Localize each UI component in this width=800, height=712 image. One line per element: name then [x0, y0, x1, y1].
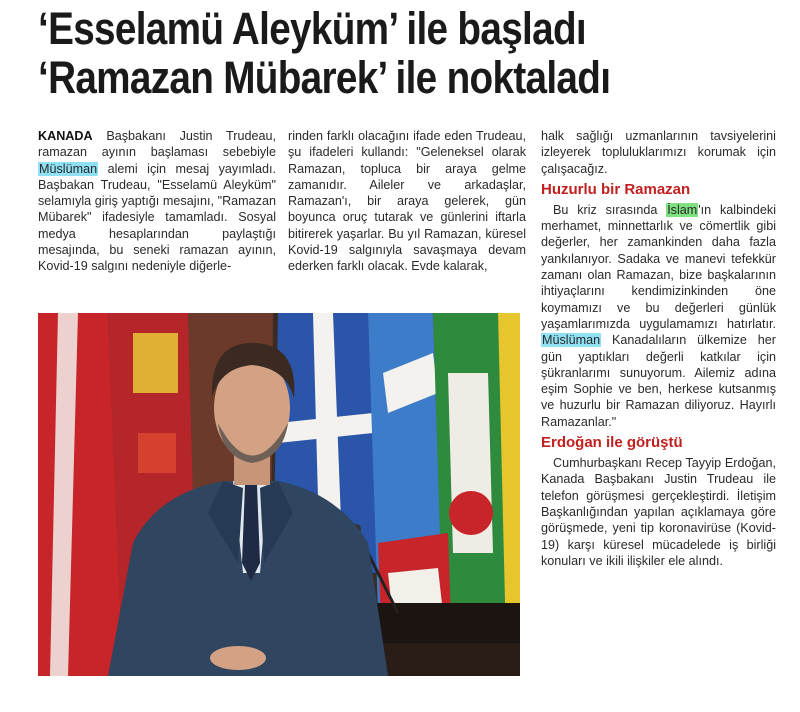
article-column-2 — [288, 128, 526, 275]
column-1-paragraph — [38, 128, 276, 275]
highlighted-term: İslam — [667, 202, 698, 217]
column-1-text-b: alemi için mesaj yayımladı. Başbakan Trudeau, "Esselamü Aleyküm" selamıyla giriş yaptığı mesajını, "Ramazan Mübarek" ifadesiyle tamamladı. Sosyal medya hesaplarından paylaştığı mesajında, bu seneki ramazan ayının, Kovid-19 salgını nedeniyle diğerle- — [38, 161, 276, 274]
column-1-text-a: Başbakanı Justin Trudeau, ramazan ayının başlaması sebebiyle — [38, 129, 276, 160]
article-column-3 — [541, 128, 776, 569]
article-column-1 — [38, 128, 276, 275]
subhead-erdogan: Erdoğan ile görüştü — [541, 434, 683, 452]
p1-text-a: Bu kriz sırasında — [553, 202, 667, 217]
trudeau-photo-illustration — [38, 313, 520, 676]
column-2-paragraph: rinden farklı olacağını ifade eden Trudeau, şu ifadeleri kullandı: "Geleneksel olarak Ramazan, topluca bir araya gelme zamanıdır. Aileler ve arkadaşlar, Ramazan'ı, bir araya gelerek, gün boyunca oruç tutarak ve günlerini iftarla bitirerek yaşarlar. Bu yıl Ramazan, küresel Kovid-19 salgınıyla savaşmaya devam ederken farklı olacak. Evde kalarak, — [288, 129, 526, 274]
column-3-paragraph-2: Cumhurbaşkanı Recep Tayyip Erdoğan, Kanada Başbakanı Justin Trudeau ile telefon görüşmesi gerçekleştirdi. İletişim Başkanlığından yapılan açıklamaya göre görüşmede, yeni tip koronavirüse (Kovid-19) karşı küresel mücadelede iş birliği konuları ve ikili ilişkiler ele alındı. — [541, 456, 776, 568]
column-3-intro: halk sağlığı uzmanlarının tavsiyelerini izleyerek topluluklarımızı korumak için çalışacağız. — [541, 129, 776, 176]
article-photo — [38, 313, 520, 676]
p1-text-b: 'ın kalbindeki merhamet, minnettarlık ve cömertlik gibi değerler, her zamankinden daha fazla yankılanıyor. Sadaka ve manevi tefekkür zamanı olan Ramazan, bize başkalarının ihtiyaçlarını kendimizinkinden öne koymamızı ve bu değerleri günlük yaşamlarımızda uygulamamızı hatırlatır. — [541, 202, 776, 331]
subhead-huzurlu-ramazan: Huzurlu bir Ramazan — [541, 180, 691, 198]
headline-line-1: ‘Esselamü Aleyküm’ ile başladı — [38, 3, 586, 54]
highlighted-term: Müslüman — [542, 333, 601, 348]
column-3-paragraph-1 — [541, 202, 776, 430]
headline — [38, 4, 692, 102]
p1-text-c: Kanadalıların ülkemize her gün yaptıkları değerli katkılar için şükranlarımı sunuyorum. Ailemiz adına eşim Sophie ve ben, herkese kutsanmış ve huzurlu bir Ramazan diliyoruz. Hayırlı Ramazanlar." — [541, 333, 776, 429]
highlighted-term: Müslüman — [39, 161, 98, 176]
headline-line-2: ‘Ramazan Mübarek’ ile noktaladı — [38, 52, 611, 103]
dateline: KANADA — [38, 129, 93, 143]
